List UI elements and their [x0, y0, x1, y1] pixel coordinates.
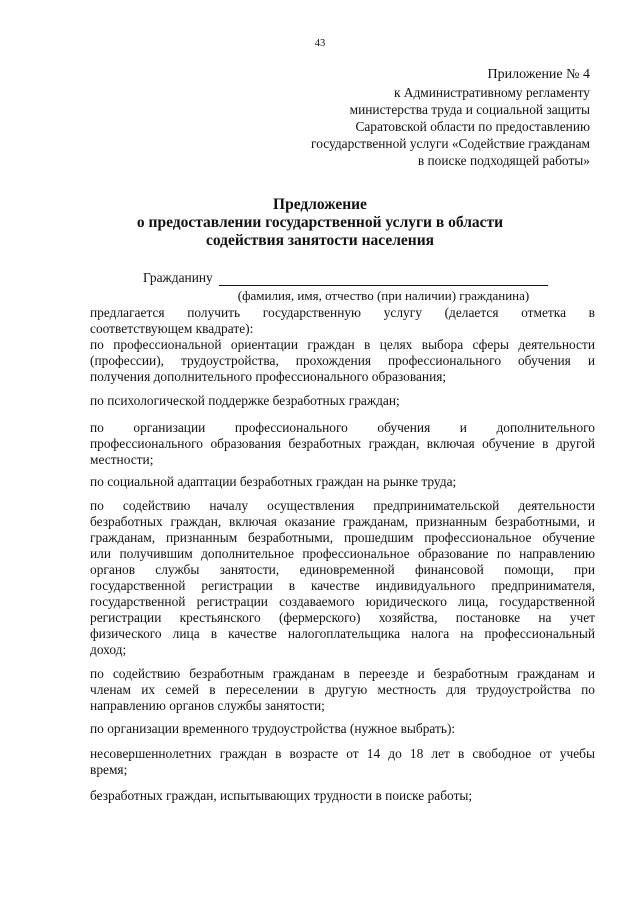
paragraph-line: по психологической поддержке безработных граждан;	[90, 393, 400, 408]
paragraph-line: доход;	[90, 642, 127, 657]
paragraph-line: гражданам, признанным безработными, прошедшим профессиональное обучение	[90, 530, 595, 545]
document-title	[0, 196, 640, 250]
appendix-line: Приложение № 4	[487, 67, 590, 82]
paragraph-line: членам их семей в переселении в другую местность для трудоустройства по	[90, 682, 595, 697]
paragraph-line: по организации профессионального обучения и дополнительного	[90, 420, 595, 435]
appendix-line: в поиске подходящей работы»	[417, 153, 590, 168]
paragraph-relocation	[90, 666, 595, 714]
paragraph-line: государственной регистрации в качестве индивидуального предпринимателя,	[90, 578, 595, 593]
paragraph-vocational-training	[90, 420, 595, 468]
paragraph-line: безработных граждан, испытывающих трудности в поиске работы;	[90, 788, 473, 803]
paragraph-line: органов службы занятости, единовременной финансовой помощи, при	[90, 562, 595, 577]
appendix-line: к Административному регламенту	[393, 85, 590, 100]
recipient-name-field[interactable]	[219, 285, 548, 286]
paragraph-line: направлению органов службы занятости;	[90, 698, 325, 713]
paragraph-line: физического лица в качестве налогоплательщика налога на профессиональный	[90, 626, 595, 641]
page-number: 43	[314, 38, 326, 49]
paragraph-line: получения дополнительного профессионального образования;	[90, 369, 447, 384]
paragraph-line: несовершеннолетних граждан в возрасте от 14 до 18 лет в свободное от учебы	[90, 746, 595, 761]
paragraph-line: по профессиональной ориентации граждан в целях выбора сферы деятельности	[90, 337, 595, 352]
paragraph-line: государственной регистрации создаваемого юридического лица, государственной	[90, 594, 595, 609]
paragraph-line: регистрации крестьянского (фермерского) хозяйства, постановке на учет	[90, 610, 595, 625]
paragraph-line: по социальной адаптации безработных граждан на рынке труда;	[90, 474, 457, 489]
recipient-hint: (фамилия, имя, отчество (при наличии) гражданина)	[237, 288, 530, 303]
title-line: о предоставлении государственной услуги в области	[136, 214, 504, 231]
paragraph-intro	[90, 305, 595, 337]
paragraph-line: предлагается получить государственную услугу (делается отметка в	[90, 305, 595, 320]
paragraph-line: безработных граждан, включая оказание гражданам, признанным безработными, и	[90, 514, 595, 529]
appendix-line: Саратовской области по предоставлению	[355, 119, 590, 134]
appendix-line: министерства труда и социальной защиты	[349, 102, 590, 117]
paragraph-psychological-support	[90, 393, 595, 409]
paragraph-job-search-difficulties	[90, 788, 595, 804]
appendix-header	[210, 66, 590, 169]
title-line: содействия занятости населения	[205, 232, 435, 249]
paragraph-temporary-employment	[90, 721, 595, 737]
paragraph-line: местности;	[90, 452, 154, 467]
paragraph-social-adaptation	[90, 474, 595, 490]
paragraph-line: по организации временного трудоустройства (нужное выбрать):	[90, 721, 456, 736]
title-line: Предложение	[273, 196, 367, 213]
paragraph-line: по содействию началу осуществления предпринимательской деятельности	[90, 498, 595, 513]
paragraph-entrepreneurship	[90, 498, 595, 658]
paragraph-line: профессионального образования безработных граждан, включая обучение в другой	[90, 436, 595, 451]
paragraph-line: или получившим дополнительное профессиональное образование по направлению	[90, 546, 595, 561]
paragraph-line: время;	[90, 762, 128, 777]
paragraph-line: соответствующем квадрате):	[90, 321, 254, 336]
appendix-line: государственной услуги «Содействие гражданам	[311, 136, 590, 151]
paragraph-career-guidance	[90, 337, 595, 385]
paragraph-minors	[90, 746, 595, 778]
paragraph-line: по содействию безработным гражданам в переезде и безработным гражданам и	[90, 666, 595, 681]
paragraph-line: (профессии), трудоустройства, прохождения профессионального обучения и	[90, 353, 595, 368]
recipient-label: Гражданину	[143, 270, 213, 285]
